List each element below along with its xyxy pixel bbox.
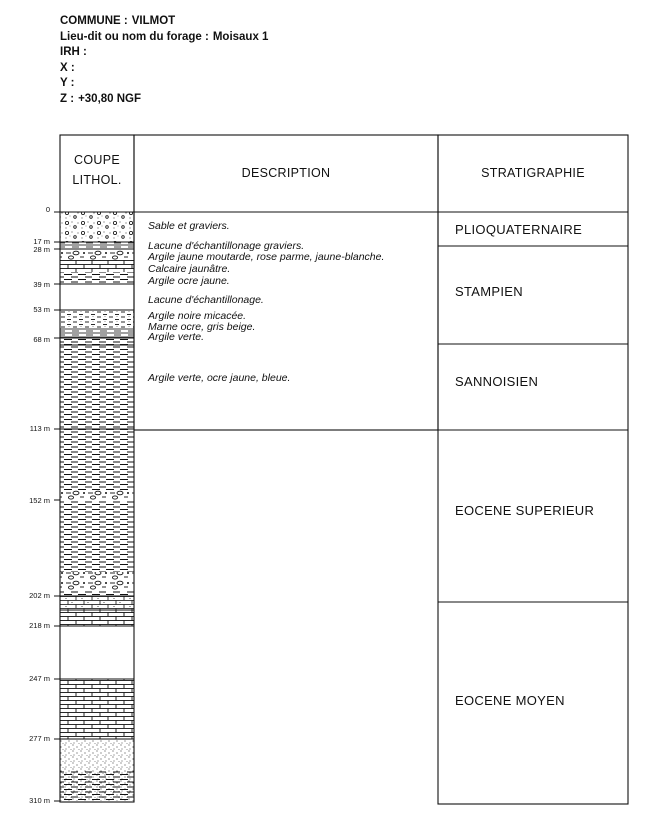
litho-argile-noire: [60, 310, 134, 328]
irh-line: IRH :: [60, 46, 87, 58]
lithology-column: [60, 212, 134, 801]
litho-argile-jaune: [60, 249, 134, 260]
depth-label: 0: [45, 205, 50, 214]
litho-argile-ocre: [60, 272, 134, 284]
litho-limesand: [60, 596, 134, 610]
description-item: Argile verte.: [148, 331, 205, 343]
x-line: X :: [60, 61, 75, 74]
z-line: Z : +30,80 NGF: [60, 92, 142, 105]
lieu-dit-line: Lieu-dit ou nom du forage : Moisaux 1: [60, 30, 269, 43]
litho-argile-verte: [60, 338, 134, 429]
depth-label: 202 m: [29, 591, 50, 600]
litho-limestone-247: [60, 679, 134, 739]
litho-sand-277: [60, 739, 134, 771]
stratigraphy-unit: EOCENE SUPERIEUR: [455, 503, 595, 518]
stratigraphy-unit: EOCENE MOYEN: [455, 693, 565, 708]
description-item: Marne ocre, gris beige.: [148, 321, 256, 333]
depth-label: 218 m: [29, 621, 50, 630]
depth-label: 113 m: [29, 424, 50, 433]
stratigraphy-unit: STAMPIEN: [455, 284, 523, 299]
description-item: Lacune d'échantillonage graviers.: [148, 240, 305, 252]
litho-pebble-band-195-fill: [60, 572, 134, 590]
depth-label: 28 m: [33, 245, 50, 254]
description-item: Argile ocre jaune.: [148, 275, 230, 287]
description-item: Argile verte, ocre jaune, bleue.: [148, 372, 291, 384]
depth-label: 310 m: [29, 796, 50, 805]
depth-label: 53 m: [33, 305, 50, 314]
column-header-coupe: COUPE LITHOL.: [72, 153, 122, 187]
description-item: Lacune d'échantillonage.: [148, 294, 264, 306]
litho-lacune-graviers: [60, 242, 134, 249]
column-header-stratigraphie: STRATIGRAPHIE: [481, 166, 585, 180]
litho-eocene-clay: [60, 429, 134, 595]
depth-label: 39 m: [33, 280, 50, 289]
depth-label: 277 m: [29, 734, 50, 743]
litho-sable-graviers: [60, 212, 134, 242]
depth-label: 247 m: [29, 674, 50, 683]
commune-line: COMMUNE : VILMOT: [60, 15, 176, 27]
description-item: Calcaire jaunâtre.: [148, 263, 231, 275]
column-header-description: DESCRIPTION: [241, 166, 331, 180]
depth-label: 152 m: [29, 496, 50, 505]
litho-sand-clay-dots: [60, 771, 134, 801]
stratigraphy-unit: PLIOQUATERNAIRE: [455, 222, 583, 237]
y-line: Y :: [60, 77, 75, 89]
litho-pebble-band-152-fill: [60, 490, 134, 500]
depth-label: 68 m: [33, 335, 50, 344]
description-item: Argile noire micacée.: [148, 310, 247, 322]
litho-limestone-218: [60, 610, 134, 626]
litho-calcaire: [60, 260, 134, 272]
description-item: Argile jaune moutarde, rose parme, jaune-blanche.: [148, 251, 385, 263]
depth-label: 17 m: [33, 237, 50, 246]
description-item: Sable et graviers.: [148, 220, 230, 232]
stratigraphy-unit: SANNOISIEN: [455, 374, 539, 389]
depth-ticks: [54, 212, 60, 801]
litho-marne: [60, 328, 134, 338]
